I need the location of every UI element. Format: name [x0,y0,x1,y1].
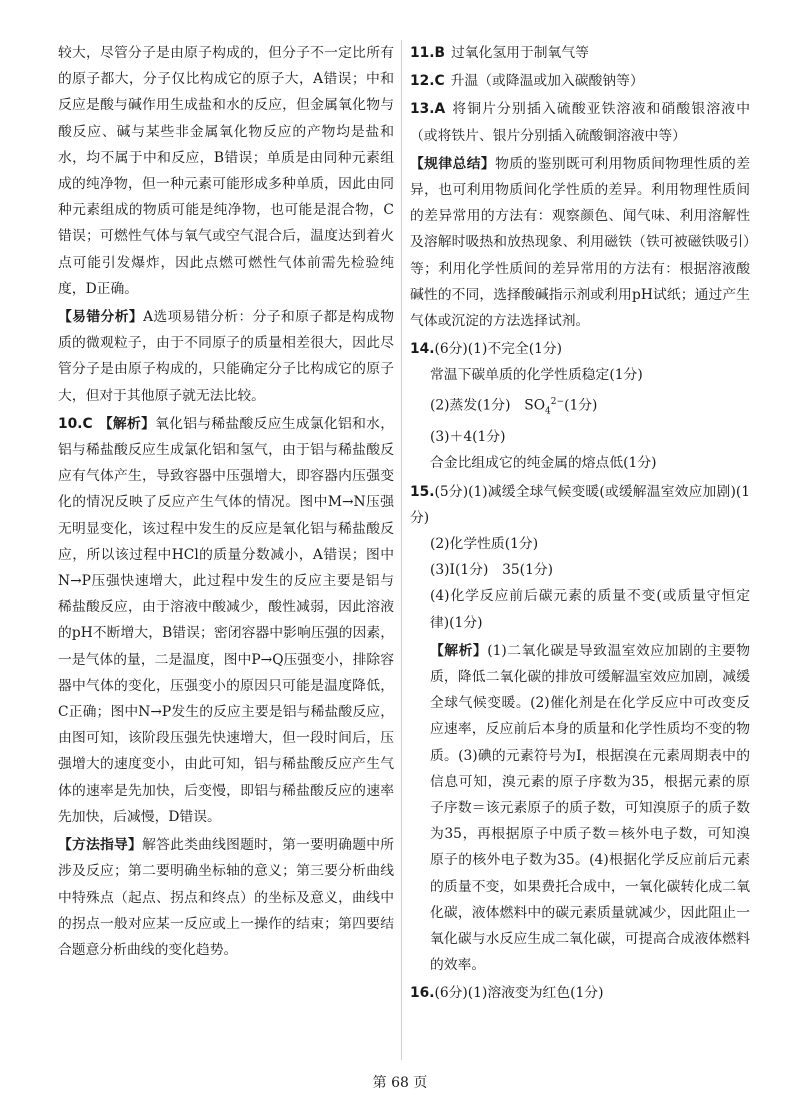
answer-paragraph: 较大，尽管分子是由原子构成的，但分子不一定比所有的原子都大，分子仅比构成它的原子大，A错误；中和反应是酸与碱作用生成盐和水的反应，但金属氧化物与酸反应、碱与某些非金属氧化物反应的产物均是盐和水，均不属于中和反应，B错误；单质是由同种元素组成的纯净物，但一种元素可能形成多种单质，因此由同种元素组成的物质可能是纯净物，也可能是混合物，C错误；可燃性气体与氧气或空气混合后，温度达到着火点可能引发爆炸，因此点燃可燃性气体前需先检验纯度，D正确。 [58,45,394,297]
answer-line: 合金比组成它的纯金属的熔点低(1分) [430,455,657,472]
answer-letter: C [434,73,445,90]
analysis-tag: 【解析】 [98,415,156,432]
question-number: 15. [410,483,435,500]
question-16: 16.(6分)(1)溶液变为红色(1分) [410,985,604,1002]
right-column [410,40,750,1009]
question-15-analysis: 【解析】(1)二氧化碳是导致温室效应加剧的主要物质，降低二氧化碳的排放可缓解温室效应加剧，减缓全球气候变暖。(2)催化剂是在化学反应中可改变反应速率，反应前后本身的质量和化学性质均不变的物质。(3)碘的元素符号为I，根据溴在元素周期表中的信息可知，溴元素的原子序数为35，根据元素的原子序数＝该元素原子的质子数，可知溴原子的质子数为35，再根据原子中质子数＝核外电子数，可知溴原子的核外电子数为35。(4)根据化学反应前后元素的质量不变，如果费托合成中，一氧化碳转化成二氧化碳，液体燃料中的碳元素质量就减少，因此阻止一氧化碳与水反应生成二氧化碳，可提高合成液体燃料的效率。 [430,642,751,974]
question-15: 15.(5分)(1)减缓全球气候变暖(或缓解温室效应加剧)(1分) (2)化学性质(1分) (3)I(1分) 35(1分) (4)化学反应前后碳元素的质量不变(或质量守恒定律)(1分) [410,479,750,636]
question-12: 12.C 升温（或降温或加入碳酸钠等） [410,73,644,90]
question-number: 14. [410,341,435,358]
method-guide-tag: 【方法指导】 [58,837,143,854]
answer-line: (2)蒸发(1分) $SO_4^{2-}(1$分) [430,396,598,416]
answer-line: (2)化学性质(1分) [430,536,539,552]
question-number: 11. [410,45,435,61]
answer-line: (3)＋4(1分) [430,429,506,446]
answer-letter: B [434,45,445,61]
method-guide: 【方法指导】解答此类曲线图题时，第一要明确题中所涉及反应；第二要明确坐标轴的意义；第三要分析曲线中特殊点（起点、拐点和终点）的坐标及意义，曲线中的拐点一般对应某一反应或上一操作的结束；第四要结合题意分析曲线的变化趋势。 [58,837,395,958]
left-column [58,40,394,965]
rule-summary-tag: 【规律总结】 [410,155,496,172]
analysis-tag: 【解析】 [430,642,488,659]
answer-line: (3)I(1分) 35(1分) [430,562,554,579]
question-13: 13.A 将铜片分别插入硫酸亚铁溶液和硝酸银溶液中（或将铁片、银片分别插入硫酸铜溶液中等） [410,101,750,144]
question-14: 14.(6分)(1)不完全(1分) 常温下碳单质的化学性质稳定(1分) (2)蒸发(1分) $SO_4^{2-}(1$分) (3)＋4(1分) 合金比组成它的纯金属的熔点低(1分) [410,336,750,476]
answer-letter: A [434,101,446,118]
error-analysis-tag: 【易错分析】 [58,309,144,326]
error-analysis: 【易错分析】A选项易错分析：分子和原子都是构成物质的微观粒子，由于不同原子的质量相差很大，因此尽管分子是由原子构成的，只能确定分子比构成它的原子大，但对于其他原子就无法比较。 [58,309,395,404]
rule-summary: 【规律总结】物质的鉴别既可利用物质间物理性质的差异，也可利用物质间化学性质的差异。利用物理性质间的差异常用的方法有：观察颜色、闻气味、利用溶解性及溶解时吸热和放热现象、利用磁铁（铁可被磁铁吸引）等；利用化学性质间的差异常用的方法有：根据溶液酸碱性的不同，选择酸碱指示剂或利用pH试纸；通过产生气体或沉淀的方法选择试剂。 [410,155,751,330]
answer-letter: C [82,415,93,432]
question-10: 10.C 【解析】氧化铝与稀盐酸反应生成氯化铝和水，铝与稀盐酸反应生成氯化铝和氢气，由于铝与稀盐酸反应有气体产生，导致容器中压强增大，即容器内压强变化的情况反映了反应产生气体的情况。图中M→N压强无明显变化，该过程中发生的反应是氧化铝与稀盐酸反应，所以该过程中HCl的质量分数减小，A错误；图中N→P压强快速增大，此过程中发生的反应主要是铝与稀盐酸反应，由于溶液中酸减少，酸性减弱，因此溶液的pH不断增大，B错误；密闭容器中影响压强的因素，一是气体的量，二是温度，图中P→Q压强变小，排除容器中气体的变化，压强变小的原因只可能是温度降低，C正确；图中N→P发生的反应主要是铝与稀盐酸反应，由图可知，该阶段压强先快速增大，但一段时间后，压强增大的速度变小，由此可知，铝与稀盐酸反应产生气体的速率是先加快，后变慢，即铝与稀盐酸反应的速率先加快，后减慢，D错误。 [58,415,395,825]
question-number: 10. [58,415,83,432]
question-number: 16. [410,985,435,1002]
page-number: 第 68 页 [372,1075,428,1091]
question-number: 12. [410,73,435,90]
question-11: 11.B 过氧化氢用于制氧气等 [410,45,589,61]
answer-line: 常温下碳单质的化学性质稳定(1分) [430,367,643,384]
column-divider [401,40,402,1060]
answer-line: (4)化学反应前后碳元素的质量不变(或质量守恒定律)(1分) [430,588,750,631]
question-number: 13. [410,101,435,118]
